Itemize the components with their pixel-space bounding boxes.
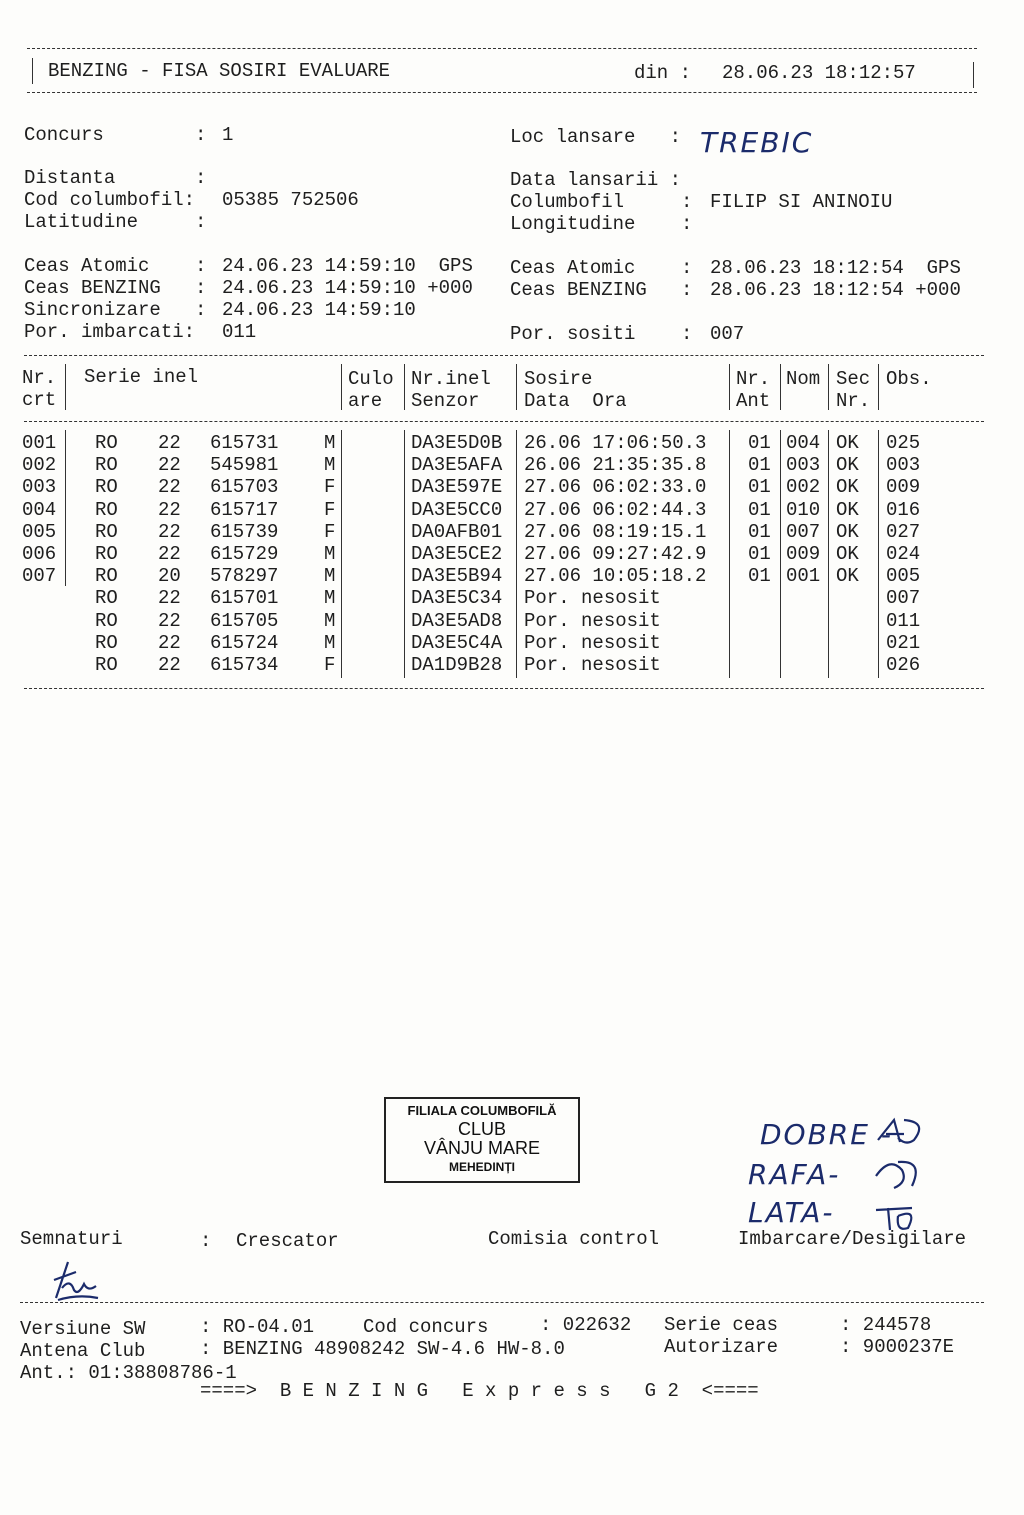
footer-autorizare-label: Autorizare [664, 1336, 779, 1358]
cell-tara: RO [95, 654, 118, 676]
cell-sosire: Por. nesosit [524, 631, 661, 654]
cell-an: 22 [158, 476, 181, 499]
footer-antena-label: Antena Club [20, 1340, 146, 1362]
footer-cod-value: : 022632 [540, 1314, 632, 1336]
cell-senzor: DA3E5B94 [411, 565, 503, 588]
cell-sex: F [324, 654, 336, 676]
col-header-nr-crt: Nr. crt [22, 367, 57, 411]
cell-nr-crt: 002 [22, 454, 57, 477]
cell-an: 22 [158, 609, 181, 632]
cell-nom: 003 [786, 454, 821, 477]
cell-senzor: DA3E5C34 [411, 587, 503, 610]
cell-sosire: 27.06 06:02:44.3 [524, 498, 707, 521]
info-label-sincronizare: Sincronizare : [24, 299, 207, 321]
cell-nr-crt: 003 [22, 476, 57, 499]
info-value-cod-columbofil: 05385 752506 [222, 189, 359, 211]
cell-senzor: DA3E5AFA [411, 454, 503, 477]
info-value-ceas-benzing-left: 24.06.23 14:59:10 +000 [222, 277, 473, 299]
cell-ant: 01 [748, 520, 771, 543]
cell-obs: 026 [886, 654, 921, 676]
column-separator [65, 364, 66, 410]
stamp-line-3: VÂNJU MARE [423, 1138, 540, 1158]
cell-nr-crt: 001 [22, 432, 57, 454]
cell-senzor: DA3E597E [411, 476, 503, 499]
header-right-bar [973, 62, 974, 88]
column-separator [516, 364, 517, 410]
info-label-ceas-benzing-left: Ceas BENZING : [24, 277, 207, 299]
info-label-columbofil: Columbofil : [510, 191, 693, 213]
cell-nr-crt: 007 [22, 565, 57, 588]
cell-inel: 545981 [210, 454, 279, 477]
info-value-por-imbarcati: 011 [222, 321, 257, 343]
info-value-ceas-benzing-right: 28.06.23 18:12:54 +000 [710, 279, 961, 301]
footer-autorizare-value: : 9000237E [840, 1336, 955, 1358]
info-label-loc-lansare: Loc lansare : [510, 126, 682, 148]
cell-obs: 025 [886, 432, 921, 454]
cell-sec: OK [836, 432, 859, 454]
info-value-ceas-atomic-left: 24.06.23 14:59:10 GPS [222, 255, 473, 277]
signatures-label: Semnaturi [20, 1228, 123, 1250]
footer-antena-value: : BENZING 48908242 SW-4.6 HW-8.0 [200, 1338, 565, 1360]
cell-senzor: DA0AFB01 [411, 520, 503, 543]
info-label-cod-columbofil: Cod columbofil: [24, 189, 196, 211]
cell-tara: RO [95, 498, 118, 521]
handwritten-name-3: LATA- [748, 1196, 835, 1229]
info-value-loc-lansare: TREBIC [700, 126, 814, 159]
cell-nom: 010 [786, 498, 821, 521]
cell-sosire: Por. nesosit [524, 609, 661, 632]
col-header-sec: Sec Nr. [836, 368, 871, 412]
cell-obs: 005 [886, 565, 921, 588]
cell-sex: M [324, 631, 336, 654]
cell-ant: 01 [748, 498, 771, 521]
cell-senzor: DA3E5C4A [411, 631, 503, 654]
col-header-nom: Nom [786, 368, 821, 390]
cell-tara: RO [95, 587, 118, 610]
handwritten-name-2: RAFA- [748, 1158, 841, 1191]
cell-sec: OK [836, 498, 859, 521]
cell-tara: RO [95, 432, 118, 454]
info-value-columbofil: FILIP SI ANINOIU [710, 191, 893, 213]
col-header-senzor: Nr.inel Senzor [411, 368, 491, 412]
cell-sex: M [324, 565, 336, 588]
column-separator [404, 430, 405, 678]
cell-sex: F [324, 476, 336, 499]
club-stamp [384, 1097, 580, 1183]
column-separator [404, 364, 405, 410]
stamp-line-1: FILIALA COLUMBOFILĂ [407, 1103, 557, 1118]
cell-inel: 578297 [210, 565, 279, 588]
cell-sosire: Por. nesosit [524, 587, 661, 610]
footer-serie-label: Serie ceas [664, 1314, 779, 1336]
table-header-rule [24, 421, 984, 422]
cell-tara: RO [95, 565, 118, 588]
cell-inel: 615729 [210, 543, 279, 565]
cell-tara: RO [95, 543, 118, 565]
cell-nom: 007 [786, 520, 821, 543]
column-separator [341, 430, 342, 678]
cell-sosire: 27.06 08:19:15.1 [524, 520, 707, 543]
footer-versiune-label: Versiune SW [20, 1318, 146, 1340]
cell-ant: 01 [748, 454, 771, 477]
cell-obs: 009 [886, 476, 921, 499]
column-separator [828, 364, 829, 410]
signatures-crescator: Crescator [236, 1230, 339, 1252]
cell-an: 22 [158, 654, 181, 676]
column-separator [780, 430, 781, 678]
cell-an: 22 [158, 498, 181, 521]
cell-sec: OK [836, 476, 859, 499]
column-separator [780, 364, 781, 410]
column-separator [828, 430, 829, 678]
cell-an: 22 [158, 543, 181, 565]
footer-serie-value: : 244578 [840, 1314, 932, 1336]
cell-obs: 016 [886, 498, 921, 521]
cell-sex: M [324, 543, 336, 565]
stamp-line-4: MEHEDINȚI [449, 1160, 515, 1174]
cell-sosire: 27.06 09:27:42.9 [524, 543, 707, 565]
cell-obs: 003 [886, 454, 921, 477]
header-title: BENZING - FISA SOSIRI EVALUARE [48, 60, 391, 82]
header-top-rule [27, 48, 977, 49]
column-separator [65, 430, 66, 586]
table-bottom-rule [24, 688, 984, 689]
info-label-ceas-atomic-left: Ceas Atomic : [24, 255, 207, 277]
cell-nom: 001 [786, 565, 821, 588]
cell-obs: 024 [886, 543, 921, 565]
footer-ant-line: Ant.: 01:38808786-1 [20, 1362, 237, 1384]
cell-sec: OK [836, 520, 859, 543]
header-date-label: din : [634, 62, 692, 84]
cell-tara: RO [95, 609, 118, 632]
footer-versiune-value: : RO-04.01 [200, 1316, 315, 1338]
cell-nom: 004 [786, 432, 821, 454]
cell-inel: 615739 [210, 520, 279, 543]
cell-inel: 615701 [210, 587, 279, 610]
header-left-bar [32, 58, 33, 84]
col-header-sosire: Sosire Data Ora [524, 368, 627, 412]
cell-obs: 011 [886, 609, 921, 632]
cell-nom: 009 [786, 543, 821, 565]
info-label-concurs: Concurs : [24, 124, 207, 146]
cell-sosire: Por. nesosit [524, 654, 661, 676]
info-label-ceas-benzing-right: Ceas BENZING : [510, 279, 693, 301]
cell-sex: M [324, 454, 336, 477]
cell-an: 22 [158, 631, 181, 654]
crescator-signature-icon [48, 1258, 108, 1302]
col-header-serie-inel: Serie inel [84, 366, 199, 388]
cell-tara: RO [95, 454, 118, 477]
cell-inel: 615703 [210, 476, 279, 499]
signatures-colon: : [200, 1230, 212, 1252]
cell-inel: 615724 [210, 631, 279, 654]
cell-sec: OK [836, 565, 859, 588]
cell-tara: RO [95, 520, 118, 543]
cell-nr-crt: 004 [22, 498, 57, 521]
col-header-culoare: Culo are [348, 368, 394, 412]
info-value-concurs: 1 [222, 124, 234, 146]
cell-inel: 615717 [210, 498, 279, 521]
table-top-rule [24, 355, 984, 356]
cell-sex: F [324, 520, 336, 543]
info-value-por-sositi: 007 [710, 323, 745, 345]
info-label-longitudine: Longitudine : [510, 213, 693, 235]
cell-ant: 01 [748, 476, 771, 499]
cell-sex: M [324, 432, 336, 454]
column-separator [341, 364, 342, 410]
cell-tara: RO [95, 476, 118, 499]
info-label-data-lansarii: Data lansarii : [510, 169, 682, 191]
signatures-comisia: Comisia control [488, 1228, 660, 1250]
column-separator [729, 364, 730, 410]
info-label-ceas-atomic-right: Ceas Atomic : [510, 257, 693, 279]
cell-sosire: 27.06 06:02:33.0 [524, 476, 707, 499]
cell-inel: 615734 [210, 654, 279, 676]
cell-nom: 002 [786, 476, 821, 499]
cell-nr-crt: 006 [22, 543, 57, 565]
handwritten-name-1: DOBRE - [760, 1118, 893, 1151]
column-separator [729, 430, 730, 678]
cell-senzor: DA3E5D0B [411, 432, 503, 454]
info-value-ceas-atomic-right: 28.06.23 18:12:54 GPS [710, 257, 961, 279]
signature-initials-icon [868, 1112, 938, 1232]
info-label-latitudine: Latitudine : [24, 211, 207, 233]
cell-an: 22 [158, 520, 181, 543]
cell-an: 22 [158, 454, 181, 477]
footer-rule [20, 1302, 984, 1303]
cell-sosire: 26.06 17:06:50.3 [524, 432, 707, 454]
cell-senzor: DA3E5CC0 [411, 498, 503, 521]
header-bottom-rule [27, 92, 977, 93]
cell-senzor: DA3E5AD8 [411, 609, 503, 632]
col-header-obs: Obs. [886, 368, 932, 390]
cell-ant: 01 [748, 543, 771, 565]
cell-sec: OK [836, 543, 859, 565]
stamp-line-2: CLUB [457, 1119, 506, 1139]
cell-sex: F [324, 498, 336, 521]
header-date-value: 28.06.23 18:12:57 [722, 62, 916, 84]
cell-ant: 01 [748, 565, 771, 588]
column-separator [516, 430, 517, 678]
cell-senzor: DA3E5CE2 [411, 543, 503, 565]
info-value-sincronizare: 24.06.23 14:59:10 [222, 299, 416, 321]
cell-inel: 615705 [210, 609, 279, 632]
cell-an: 22 [158, 587, 181, 610]
info-label-por-sositi: Por. sositi : [510, 323, 693, 345]
footer-cod-label: Cod concurs [363, 1316, 489, 1338]
cell-an: 22 [158, 432, 181, 454]
cell-sosire: 26.06 21:35:35.8 [524, 454, 707, 477]
cell-sosire: 27.06 10:05:18.2 [524, 565, 707, 588]
cell-nr-crt: 005 [22, 520, 57, 543]
cell-tara: RO [95, 631, 118, 654]
cell-inel: 615731 [210, 432, 279, 454]
cell-obs: 007 [886, 587, 921, 610]
info-label-por-imbarcati: Por. imbarcati: [24, 321, 196, 343]
col-header-ant: Nr. Ant [736, 368, 771, 412]
cell-senzor: DA1D9B28 [411, 654, 503, 676]
cell-sec: OK [836, 454, 859, 477]
cell-an: 20 [158, 565, 181, 588]
cell-obs: 021 [886, 631, 921, 654]
cell-ant: 01 [748, 432, 771, 454]
footer-banner: ====> B E N Z I N G E x p r e s s G 2 <==== [200, 1380, 759, 1402]
cell-obs: 027 [886, 520, 921, 543]
column-separator [878, 364, 879, 410]
column-separator [878, 430, 879, 678]
signatures-imbarcare: Imbarcare/Desigilare [738, 1228, 967, 1250]
cell-sex: M [324, 609, 336, 632]
cell-sex: M [324, 587, 336, 610]
info-label-distanta: Distanta : [24, 167, 207, 189]
